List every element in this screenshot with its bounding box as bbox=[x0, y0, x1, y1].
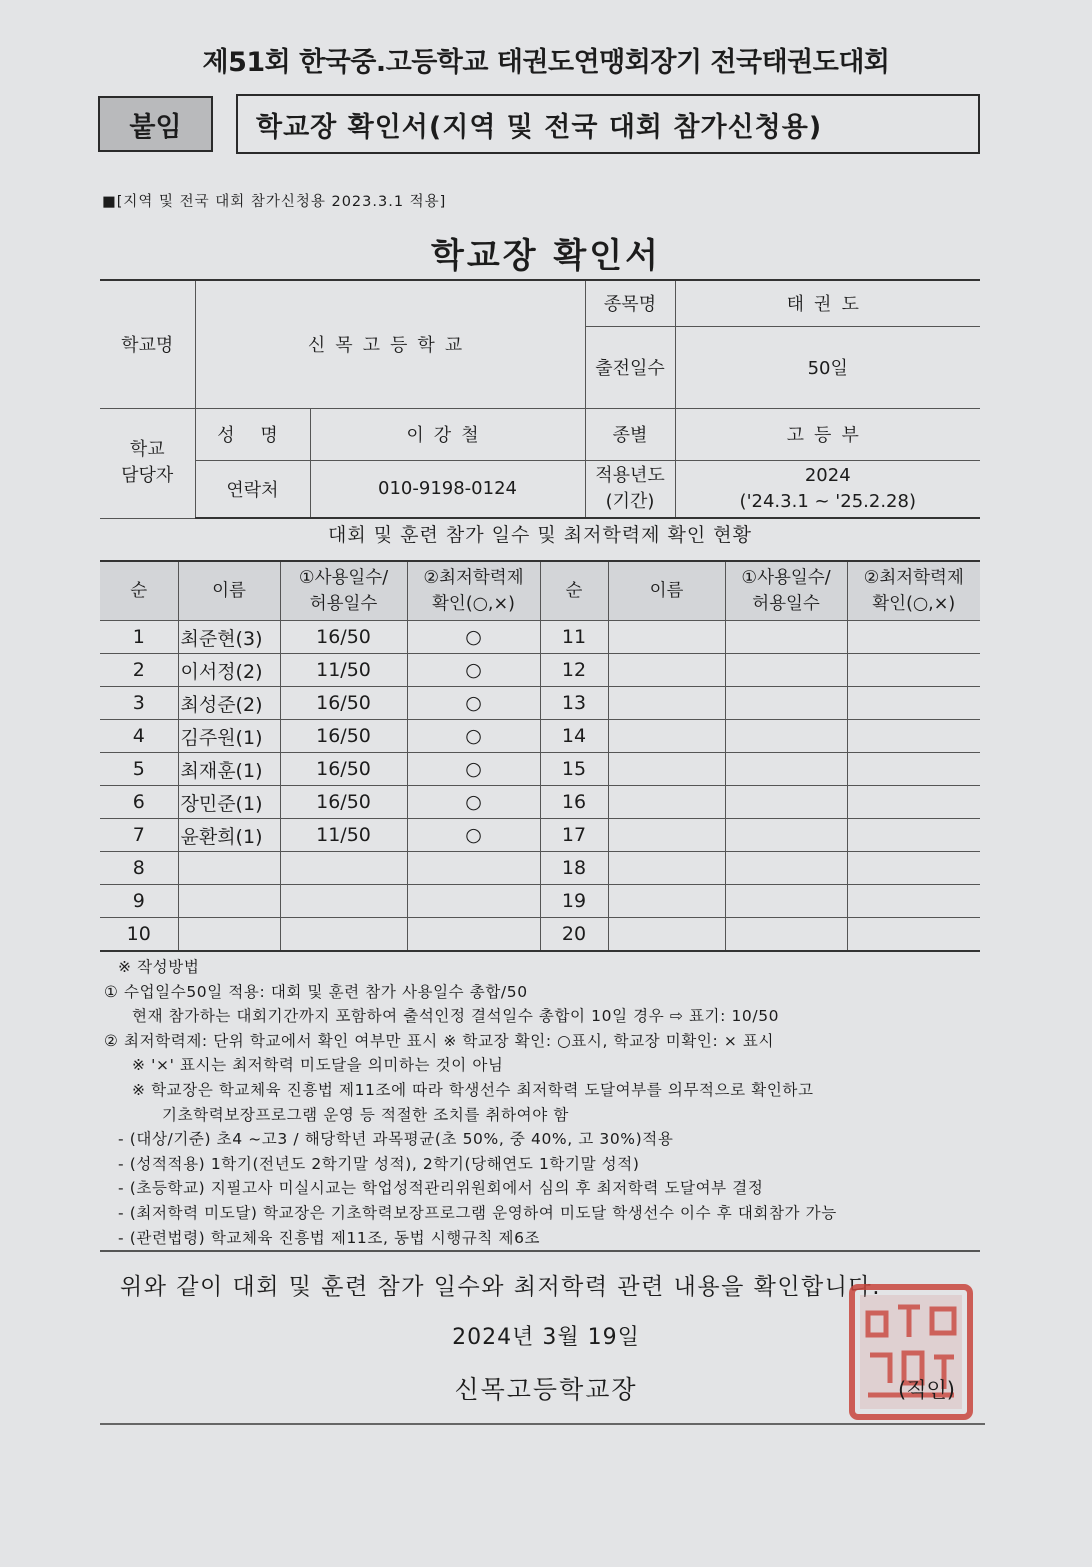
manager-label-line2: 담당자 bbox=[121, 465, 174, 486]
manager-name-label: 성 명 bbox=[195, 408, 310, 460]
attachment-tag: 붙임 bbox=[98, 96, 213, 152]
header-days-right bbox=[725, 561, 847, 621]
document-heading-box bbox=[236, 94, 980, 154]
row-no: 9 bbox=[100, 885, 178, 918]
min-check bbox=[407, 852, 540, 885]
row-no-right: 15 bbox=[540, 753, 608, 786]
min-check: ○ bbox=[407, 687, 540, 720]
min-check: ○ bbox=[407, 621, 540, 654]
row-no: 2 bbox=[100, 654, 178, 687]
days-used: 16/50 bbox=[280, 621, 407, 654]
days-used bbox=[280, 918, 407, 952]
header-days-right-line1: ①사용일수/ bbox=[741, 567, 831, 588]
instructions-heading: ※ 작성방법 bbox=[118, 958, 200, 976]
table-row bbox=[100, 885, 980, 918]
manager-name-value: 이강철 bbox=[310, 408, 585, 460]
row-no: 8 bbox=[100, 852, 178, 885]
row-no-right: 19 bbox=[540, 885, 608, 918]
detail-target: - (대상/기준) 초4 ~고3 / 해당학년 과목평균(초 50%, 중 40%, 고 30%)적용 bbox=[118, 1130, 674, 1149]
detail-grades: - (성적적용) 1학기(전년도 2학기말 성적), 2학기(당해연도 1학기말 성적) bbox=[118, 1154, 640, 1173]
divider bbox=[100, 1250, 980, 1252]
instruction-2: ② 최저학력제: 단위 학교에서 확인 여부만 표시 ※ 학교장 확인: ○표시, 학교장 미확인: × 표시 bbox=[104, 1031, 775, 1050]
table-row bbox=[100, 720, 980, 753]
header-no: 순 bbox=[100, 561, 178, 621]
sport-label: 종목명 bbox=[585, 280, 675, 326]
table-row bbox=[100, 852, 980, 885]
row-no-right: 16 bbox=[540, 786, 608, 819]
header-min-right-line1: ②최저학력제 bbox=[863, 567, 964, 588]
row-no: 5 bbox=[100, 753, 178, 786]
athlete-name-right bbox=[608, 720, 725, 753]
table-row bbox=[100, 819, 980, 852]
min-check bbox=[407, 885, 540, 918]
min-check-right bbox=[847, 819, 980, 852]
bottom-divider bbox=[100, 1423, 985, 1425]
days-used-right bbox=[725, 918, 847, 952]
athlete-name bbox=[178, 852, 280, 885]
days-used-right bbox=[725, 720, 847, 753]
min-check-right bbox=[847, 852, 980, 885]
header-days bbox=[280, 561, 407, 621]
athlete-name: 장민준(1) bbox=[178, 786, 280, 819]
min-check-right bbox=[847, 753, 980, 786]
min-check-right bbox=[847, 918, 980, 952]
detail-elementary: - (초등학교) 지필고사 미실시교는 학업성적관리위원회에서 심의 후 최저학력 도달여부 결정 bbox=[118, 1179, 764, 1198]
row-no: 4 bbox=[100, 720, 178, 753]
header-no-right: 순 bbox=[540, 561, 608, 621]
min-check: ○ bbox=[407, 753, 540, 786]
athlete-name: 김주원(1) bbox=[178, 720, 280, 753]
athlete-name-right bbox=[608, 885, 725, 918]
period-label-line2: (기간) bbox=[605, 490, 655, 512]
instruction-note-law-cont: 기초학력보장프로그램 운영 등 적절한 조치를 취하여야 함 bbox=[162, 1105, 569, 1124]
days-used: 16/50 bbox=[280, 753, 407, 786]
row-no-right: 20 bbox=[540, 918, 608, 952]
application-note: ■[지역 및 전국 대회 참가신청용 2023.3.1 적용] bbox=[102, 194, 447, 210]
row-no: 3 bbox=[100, 687, 178, 720]
issue-date: 2024년 3월 19일 bbox=[452, 1325, 640, 1350]
confirmation-statement: 위와 같이 대회 및 훈련 참가 일수와 최저학력 관련 내용을 확인합니다. bbox=[120, 1274, 882, 1300]
header-min-line2: 확인(○,×) bbox=[432, 594, 515, 614]
athlete-name-right bbox=[608, 819, 725, 852]
manager-label bbox=[100, 408, 195, 518]
table-row bbox=[100, 654, 980, 687]
row-no-right: 18 bbox=[540, 852, 608, 885]
min-check-right bbox=[847, 654, 980, 687]
athlete-name: 최성준(2) bbox=[178, 687, 280, 720]
min-check: ○ bbox=[407, 720, 540, 753]
days-used-right bbox=[725, 687, 847, 720]
days-used-right bbox=[725, 852, 847, 885]
days-used: 11/50 bbox=[280, 819, 407, 852]
row-no: 6 bbox=[100, 786, 178, 819]
period-label bbox=[585, 460, 675, 518]
row-no-right: 12 bbox=[540, 654, 608, 687]
days-label: 출전일수 bbox=[585, 326, 675, 408]
days-value: 50일 bbox=[675, 326, 980, 408]
instruction-1-detail: 현재 참가하는 대회기간까지 포함하여 출석인정 결석일수 총합이 10일 경우 ⇨ 표기: 10/50 bbox=[132, 1007, 780, 1026]
row-no: 1 bbox=[100, 621, 178, 654]
detail-below-min: - (최저학력 미도달) 학교장은 기초학력보장프로그램 운영하여 미도달 학생선수 이수 후 대회참가 가능 bbox=[118, 1203, 837, 1222]
days-used bbox=[280, 852, 407, 885]
period-range: ('24.3.1 ~ '25.2.28) bbox=[739, 490, 916, 512]
athlete-name-right bbox=[608, 621, 725, 654]
days-used: 16/50 bbox=[280, 720, 407, 753]
athlete-name-right bbox=[608, 852, 725, 885]
school-name-value: 신목고등학교 bbox=[195, 280, 585, 408]
header-days-line1: ①사용일수/ bbox=[298, 567, 389, 588]
athlete-name-right bbox=[608, 786, 725, 819]
principal-signature: 신목고등학교장 bbox=[454, 1375, 638, 1404]
document-heading: 학교장 확인서(지역 및 전국 대회 참가신청용) bbox=[256, 111, 823, 143]
row-no-right: 13 bbox=[540, 687, 608, 720]
header-min-right-line2: 확인(○,×) bbox=[872, 594, 956, 614]
header-min bbox=[407, 561, 540, 621]
row-no-right: 11 bbox=[540, 621, 608, 654]
division-value: 고등부 bbox=[675, 408, 980, 460]
header-days-line2: 허용일수 bbox=[309, 594, 378, 614]
athlete-name bbox=[178, 885, 280, 918]
page-title: 학교장 확인서 bbox=[431, 236, 661, 276]
athlete-name-right bbox=[608, 918, 725, 952]
days-used: 16/50 bbox=[280, 786, 407, 819]
school-info-table bbox=[100, 279, 980, 519]
section-heading: 대회 및 훈련 참가 일수 및 최저학력제 확인 현황 bbox=[327, 524, 753, 546]
instruction-1: ① 수업일수50일 적용: 대회 및 훈련 참가 사용일수 총합/50 bbox=[104, 982, 528, 1001]
days-used-right bbox=[725, 786, 847, 819]
header-days-right-line2: 허용일수 bbox=[752, 594, 820, 614]
header-name: 이름 bbox=[178, 561, 280, 621]
min-check: ○ bbox=[407, 654, 540, 687]
participation-table bbox=[100, 560, 980, 952]
table-row bbox=[100, 621, 980, 654]
period-value bbox=[675, 460, 980, 518]
athlete-name: 최재훈(1) bbox=[178, 753, 280, 786]
row-no: 10 bbox=[100, 918, 178, 952]
days-used-right bbox=[725, 621, 847, 654]
table-row bbox=[100, 687, 980, 720]
school-name-label: 학교명 bbox=[100, 280, 195, 408]
instructions bbox=[104, 955, 984, 1250]
min-check: ○ bbox=[407, 819, 540, 852]
min-check bbox=[407, 918, 540, 952]
days-used-right bbox=[725, 654, 847, 687]
seal-label: (직인) bbox=[898, 1378, 955, 1402]
period-label-line1: 적용년도 bbox=[595, 464, 665, 486]
instruction-note-law: ※ 학교장은 학교체육 진흥법 제11조에 따라 학생선수 최저학력 도달여부를 의무적으로 확인하고 bbox=[132, 1080, 814, 1099]
min-check-right bbox=[847, 720, 980, 753]
min-check-right bbox=[847, 885, 980, 918]
division-label: 종별 bbox=[585, 408, 675, 460]
manager-label-line1: 학교 bbox=[129, 438, 165, 460]
detail-law: - (관련법령) 학교체육 진흥법 제11조, 동법 시행규칙 제6조 bbox=[118, 1228, 541, 1247]
days-used bbox=[280, 885, 407, 918]
min-check: ○ bbox=[407, 786, 540, 819]
contact-label: 연락처 bbox=[195, 460, 310, 518]
min-check-right bbox=[847, 621, 980, 654]
athlete-name bbox=[178, 918, 280, 952]
days-used: 16/50 bbox=[280, 687, 407, 720]
days-used-right bbox=[725, 885, 847, 918]
athlete-name-right bbox=[608, 654, 725, 687]
min-check-right bbox=[847, 687, 980, 720]
header-name-right: 이름 bbox=[608, 561, 725, 621]
athlete-name: 이서정(2) bbox=[178, 654, 280, 687]
athlete-name-right bbox=[608, 753, 725, 786]
table-row bbox=[100, 753, 980, 786]
contact-value: 010-9198-0124 bbox=[310, 460, 585, 518]
sport-value: 태권도 bbox=[675, 280, 980, 326]
table-row bbox=[100, 786, 980, 819]
table-row bbox=[100, 918, 980, 952]
days-used: 11/50 bbox=[280, 654, 407, 687]
event-title: 제51회 한국중.고등학교 태권도연맹회장기 전국태권도대회 bbox=[202, 47, 890, 78]
period-year: 2024 bbox=[804, 464, 851, 486]
min-check-right bbox=[847, 786, 980, 819]
row-no-right: 14 bbox=[540, 720, 608, 753]
instruction-note-x: ※ '×' 표시는 최저학력 미도달을 의미하는 것이 아님 bbox=[132, 1056, 504, 1075]
athlete-name: 윤환희(1) bbox=[178, 819, 280, 852]
header-min-line1: ②최저학력제 bbox=[423, 567, 524, 588]
days-used-right bbox=[725, 819, 847, 852]
athlete-name: 최준현(3) bbox=[178, 621, 280, 654]
header-min-right bbox=[847, 561, 980, 621]
row-no-right: 17 bbox=[540, 819, 608, 852]
row-no: 7 bbox=[100, 819, 178, 852]
table-header-row bbox=[100, 561, 980, 621]
days-used-right bbox=[725, 753, 847, 786]
athlete-name-right bbox=[608, 687, 725, 720]
